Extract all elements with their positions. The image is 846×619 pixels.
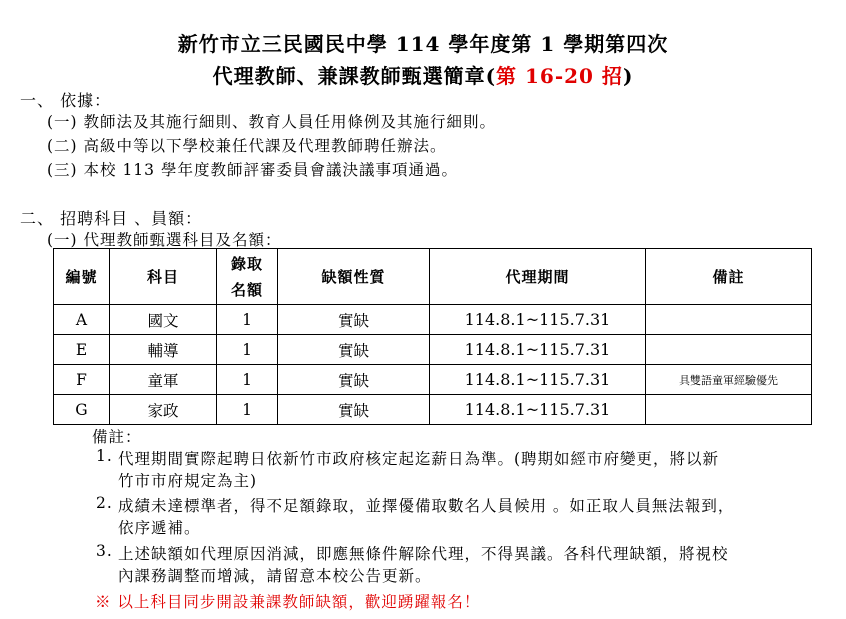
cell-remarks — [646, 395, 812, 425]
header-period: 代理期間 — [430, 249, 646, 305]
section1-item-1: (一) 教師法及其施行細則、教育人員任用條例及其施行細則。 — [47, 113, 497, 131]
title-suffix: ) — [622, 64, 634, 88]
cell-period: 114.8.1~115.7.31 — [430, 305, 646, 335]
section1-heading: 一、 依據： — [20, 91, 112, 110]
note-3-line1: 上述缺額如代理原因消減，即應無條件解除代理，不得異議。各科代理缺額，將視校 — [118, 545, 729, 563]
cell-period: 114.8.1~115.7.31 — [430, 365, 646, 395]
cell-vacancy-type: 實缺 — [278, 395, 430, 425]
note-2-number: 2. — [96, 494, 113, 512]
section2-subheading: (一) 代理教師甄選科目及名額： — [47, 231, 282, 249]
cell-remarks: 具雙語童軍經驗優先 — [646, 365, 812, 395]
cell-id: E — [54, 335, 110, 365]
table-row — [54, 395, 812, 425]
header-subject: 科目 — [110, 249, 217, 305]
cell-vacancy-type: 實缺 — [278, 305, 430, 335]
section2-heading: 二、 招聘科目 、員額： — [20, 209, 203, 228]
cell-remarks — [646, 305, 812, 335]
table-row — [54, 335, 812, 365]
cell-id: F — [54, 365, 110, 395]
section1-item-2: (二) 高級中等以下學校兼任代課及代理教師聘任辦法。 — [47, 137, 447, 155]
header-quota: 錄取名額 — [217, 249, 278, 305]
header-vacancy-type: 缺額性質 — [278, 249, 430, 305]
cell-period: 114.8.1~115.7.31 — [430, 395, 646, 425]
note-1-line2: 竹市市府規定為主) — [118, 472, 258, 490]
title-recruit-round: 第 16-20 招 — [496, 64, 623, 88]
cell-vacancy-type: 實缺 — [278, 365, 430, 395]
cell-vacancy-type: 實缺 — [278, 335, 430, 365]
title-prefix: 代理教師、兼課教師甄選簡章( — [212, 64, 497, 88]
header-remarks: 備註 — [646, 249, 812, 305]
cell-id: G — [54, 395, 110, 425]
table-row — [54, 305, 812, 335]
part-time-vacancy-notice: ※ 以上科目同步開設兼課教師缺額，歡迎踴躍報名！ — [95, 593, 481, 611]
note-1-line1: 代理期間實際起聘日依新竹市政府核定起迄薪日為準。(聘期如經市府變更，將以新 — [118, 450, 720, 468]
table-header-row — [54, 249, 812, 305]
note-1-number: 1. — [96, 447, 113, 465]
notes-label: 備註： — [92, 428, 142, 446]
recruit-table — [53, 248, 812, 425]
section1-item-3: (三) 本校 113 學年度教師評審委員會議決議事項通過。 — [47, 161, 458, 179]
cell-remarks — [646, 335, 812, 365]
note-2-line1: 成績未達標準者，得不足額錄取，並擇優備取數名人員候用 。如正取人員無法報到， — [118, 497, 735, 515]
header-id: 編號 — [54, 249, 110, 305]
cell-quota: 1 — [217, 305, 278, 335]
note-3-line2: 內課務調整而增減，請留意本校公告更新。 — [118, 567, 432, 585]
cell-id: A — [54, 305, 110, 335]
document-title-line1: 新竹市立三民國民中學 114 學年度第 1 學期第四次 — [177, 32, 669, 56]
cell-subject: 輔導 — [110, 335, 217, 365]
document-title-line2 — [0, 60, 846, 89]
cell-quota: 1 — [217, 335, 278, 365]
table-row — [54, 365, 812, 395]
cell-quota: 1 — [217, 395, 278, 425]
note-3-number: 3. — [96, 542, 113, 560]
cell-subject: 家政 — [110, 395, 217, 425]
cell-quota: 1 — [217, 365, 278, 395]
cell-subject: 國文 — [110, 305, 217, 335]
cell-period: 114.8.1~115.7.31 — [430, 335, 646, 365]
note-2-line2: 依序遞補。 — [118, 519, 201, 537]
cell-subject: 童軍 — [110, 365, 217, 395]
